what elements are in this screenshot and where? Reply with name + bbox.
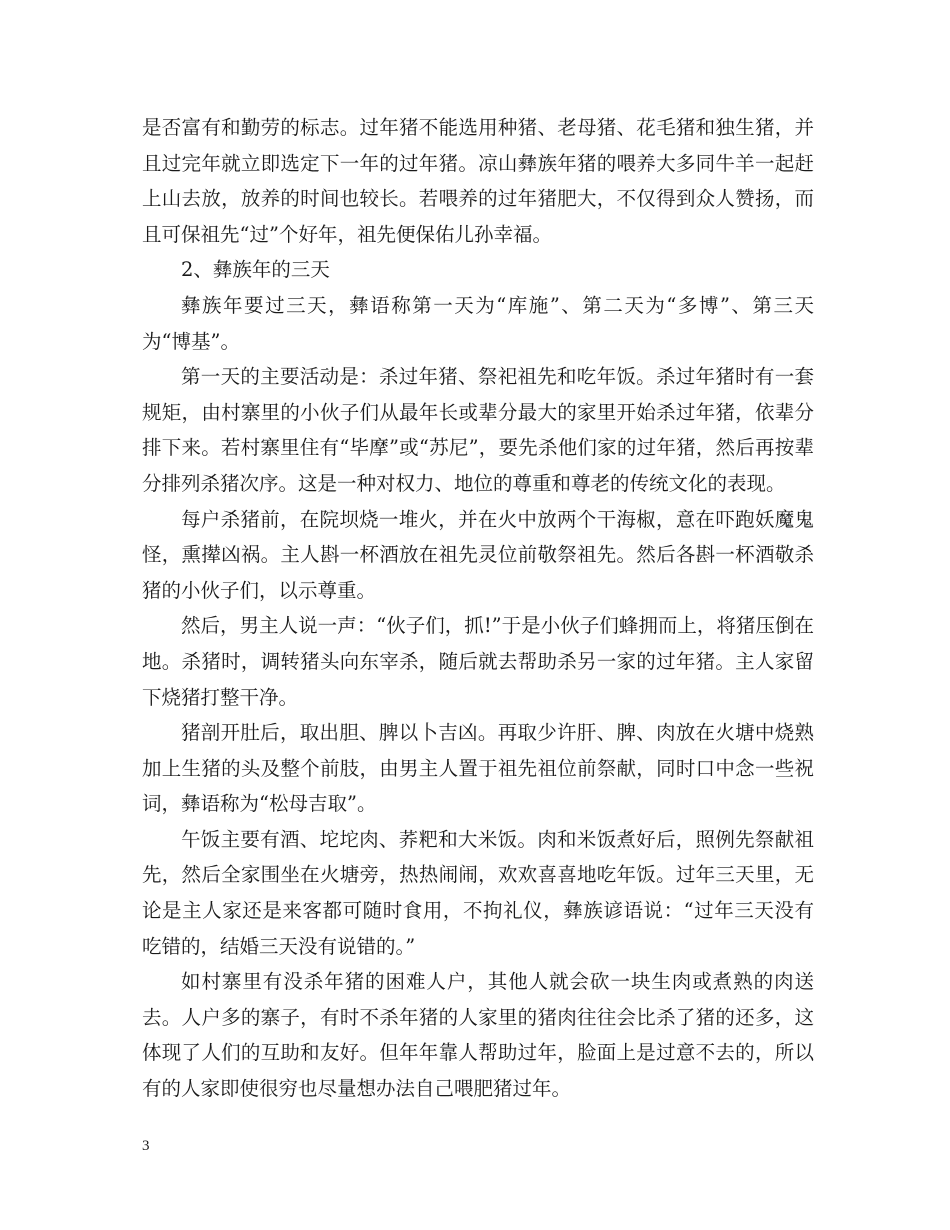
section-heading: 2、彝族年的三天 bbox=[181, 258, 330, 282]
paragraph-continuation: 是否富有和勤劳的标志。过年猪不能选用种猪、老母猪、花毛猪和独生猪，并且过完年就立即选定下一年的过年猪。凉山彝族年猪的喂养大多同牛羊一起赶上山去放，放养的时间也较长。若喂养的过年猪肥大，不仅得到众人赞扬，而且可保祖先“过”个好年，祖先便保佑儿孙幸福。 bbox=[142, 116, 814, 246]
paragraph: 彝族年要过三天，彝语称第一天为“库施”、第二天为“多博”、第三天为“博基”。 bbox=[142, 293, 814, 353]
paragraph: 午饭主要有酒、坨坨肉、荞粑和大米饭。肉和米饭煮好后，照例先祭献祖先，然后全家围坐在火塘旁，热热闹闹，欢欢喜喜地吃年饭。过年三天里，无论是主人家还是来客都可随时食用，不拘礼仪，彝族谚语说：“过年三天没有吃错的，结婚三天没有说错的。” bbox=[142, 827, 814, 958]
paragraph: 每户杀猪前，在院坝烧一堆火，并在火中放两个干海椒，意在吓跑妖魔鬼怪，熏撵凶祸。主人斟一杯酒放在祖先灵位前敬祭祖先。然后各斟一杯酒敬杀猪的小伙子们，以示尊重。 bbox=[142, 507, 814, 602]
page-number: 3 bbox=[142, 1138, 150, 1154]
paragraph: 如村寨里有没杀年猪的困难人户，其他人就会砍一块生肉或煮熟的肉送去。人户多的寨子，有时不杀年猪的人家里的猪肉往往会比杀了猪的还多，这体现了人们的互助和友好。但年年靠人帮助过年，脸面上是过意不去的，所以有的人家即使很穷也尽量想办法自己喂肥猪过年。 bbox=[142, 970, 814, 1101]
paragraph: 第一天的主要活动是：杀过年猪、祭祀祖先和吃年饭。杀过年猪时有一套规矩，由村寨里的小伙子们从最年长或辈分最大的家里开始杀过年猪，依辈分排下来。若村寨里住有“毕摩”或“苏尼”，要先杀他们家的过年猪，然后再按辈分排列杀猪次序。这是一种对权力、地位的尊重和尊老的传统文化的表现。 bbox=[142, 365, 814, 495]
paragraph: 猪剖开肚后，取出胆、脾以卜吉凶。再取少许肝、脾、肉放在火塘中烧熟加上生猪的头及整个前肢，由男主人置于祖先祖位前祭献，同时口中念一些祝词，彝语称为“松母吉取”。 bbox=[142, 721, 814, 816]
paragraph: 然后，男主人说一声：“伙子们，抓!”于是小伙子们蜂拥而上，将猪压倒在地。杀猪时，调转猪头向东宰杀，随后就去帮助杀另一家的过年猪。主人家留下烧猪打整干净。 bbox=[142, 614, 814, 709]
document-body bbox=[142, 110, 814, 1107]
